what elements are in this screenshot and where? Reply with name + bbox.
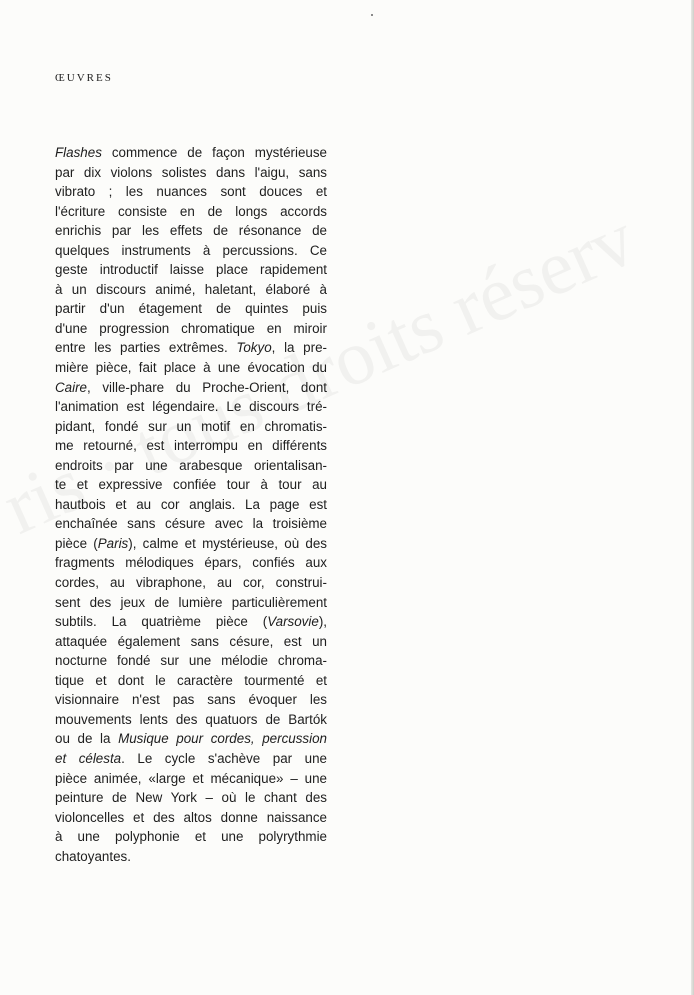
text-line [55,534,327,554]
text-run: sent des jeux de lumière particulièrement [55,594,327,610]
text-line [55,260,327,280]
text-run: mière pièce, fait place à une évocation du [55,360,327,376]
italic-title: Flashes [55,145,102,160]
text-line [55,241,327,261]
text-run: l'écriture consiste en de longs accords [55,203,327,219]
text-line [55,808,327,828]
text-run: enchaînée sans césure avec la troisième [55,516,327,532]
text-run: ), calme et mystérieuse, où des [128,535,327,551]
text-run: chatoyantes. [55,848,131,864]
text-run: d'une progression chromatique en miroir [55,320,327,336]
text-line [55,847,327,867]
text-line [55,397,327,417]
text-line [55,280,327,300]
text-line [55,319,327,339]
text-run: entre les parties extrêmes. [55,340,237,356]
text-run: quelques instruments à percussions. Ce [55,242,327,258]
text-line [55,456,327,476]
text-line [55,632,327,652]
section-title: ŒUVRES [55,72,113,84]
text-run: , ville-phare du Proche-Orient, dont [87,379,327,395]
text-run: geste introductif laisse place rapidement [55,262,327,278]
text-line [55,299,327,319]
text-line [55,163,327,183]
text-run: fragments mélodiques épars, confiés aux [55,555,327,571]
text-line [55,827,327,847]
text-run: à une polyphonie et une polyrythmie [55,829,327,845]
text-run: vibrato ; les nuances sont douces et [55,184,327,200]
text-run: mouvements lents des quatuors de Bartók [55,711,327,727]
text-run: par dix violons solistes dans l'aigu, sans [55,164,327,180]
body-paragraph [55,143,327,866]
text-line [55,495,327,515]
text-line [55,358,327,378]
text-line [55,593,327,613]
text-run: me retourné, est interrompu en différents [55,438,327,454]
italic-title: et célesta [55,750,122,766]
italic-title: Tokyo [236,340,272,356]
text-line [55,378,327,398]
italic-title: Caire [55,379,87,395]
text-line [55,143,327,163]
text-line [55,338,327,358]
text-run: pièce animée, «large et mécanique» – une [55,770,327,786]
text-run: ), [318,614,327,630]
text-line [55,514,327,534]
text-run: , la pre- [271,340,328,356]
text-line [55,690,327,710]
text-line [55,671,327,691]
text-line [55,436,327,456]
text-run: attaquée également sans césure, est un [55,633,327,649]
text-run: l'animation est légendaire. Le discours tré- [55,399,327,415]
text-line [55,710,327,730]
text-line [55,553,327,573]
text-line [55,769,327,789]
text-run: violoncelles et des altos donne naissance [55,809,327,825]
text-line [55,729,327,749]
italic-title: Varsovie [267,614,319,630]
text-run: endroits par une arabesque orientalisan- [55,457,327,473]
text-run: pidant, fondé sur un motif en chromatis- [55,418,327,434]
text-run: cordes, au vibraphone, au cor, construi- [55,575,327,591]
text-line [55,475,327,495]
text-run: tique et dont le caractère tourmenté et [55,672,327,688]
text-line [55,651,327,671]
text-run: nocturne fondé sur une mélodie chroma- [55,653,327,669]
text-run: te et expressive confiée tour à tour au [55,477,327,493]
text-run: ou de la [55,731,119,747]
text-run: partir d'un étagement de quintes puis [55,301,327,317]
text-run: pièce ( [55,535,98,551]
text-run: enrichis par les effets de résonance de [55,223,327,239]
text-line [55,749,327,769]
scan-speck [371,14,373,16]
text-line [55,221,327,241]
text-run: visionnaire n'est pas sans évoquer les [55,692,327,708]
text-run: peinture de New York – où le chant des [55,790,327,806]
text-run: commence de façon mystérieuse [101,145,327,160]
italic-title: Paris [97,535,129,551]
text-line [55,182,327,202]
text-line [55,202,327,222]
text-line [55,573,327,593]
text-run: hautbois et au cor anglais. La page est [55,496,327,512]
text-run: subtils. La quatrième pièce ( [55,614,268,630]
italic-title: Musique pour cordes, percussion [118,731,327,747]
text-line [55,788,327,808]
text-run: . Le cycle s'achève par une [121,750,327,766]
text-run: à un discours animé, haletant, élaboré à [55,281,327,297]
text-line [55,612,327,632]
text-line [55,417,327,437]
